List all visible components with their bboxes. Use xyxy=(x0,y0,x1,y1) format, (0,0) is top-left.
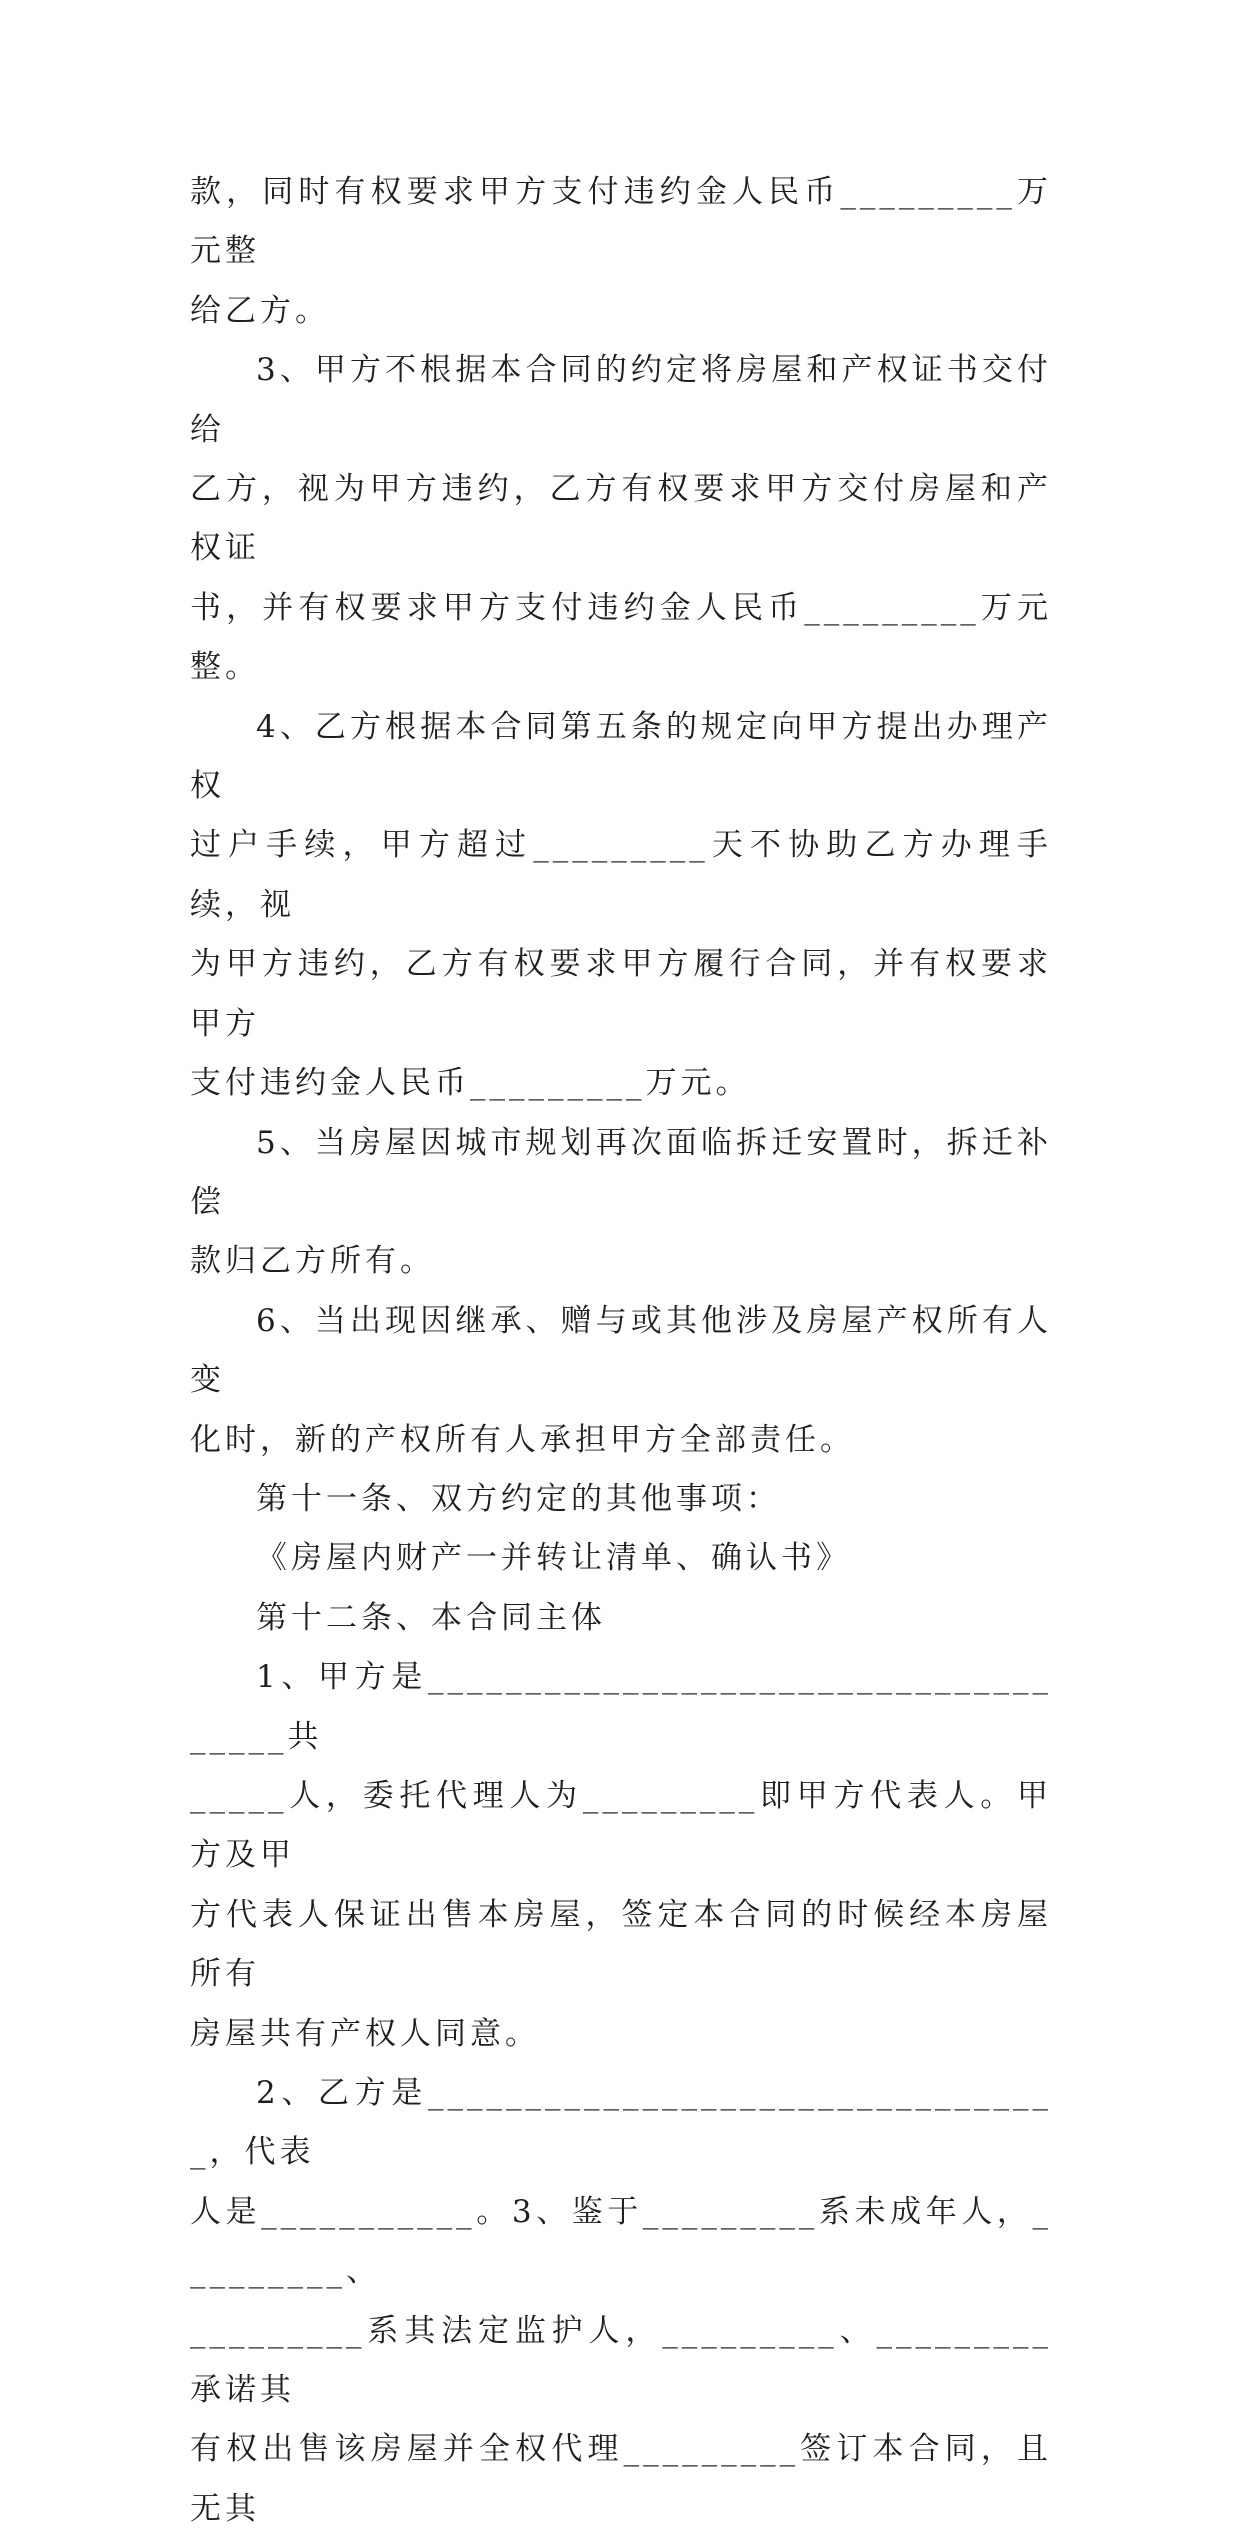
text-line: _____人，委托代理人为_________即甲方代表人。甲方及甲 xyxy=(190,1777,1052,1874)
text-line: 给乙方。 xyxy=(190,292,330,329)
paragraph xyxy=(190,341,1052,697)
text-line: 书，并有权要求甲方支付违约金人民币_________万元整。 xyxy=(190,589,1052,686)
paragraph xyxy=(190,698,1052,1114)
text-line: 有权出售该房屋并全权代理_________签订本合同，且无其 xyxy=(190,2431,1052,2527)
paragraph xyxy=(190,2064,1052,2539)
text-line: 过户手续，甲方超过_________天不协助乙方办理手续，视 xyxy=(190,827,1052,923)
text-line: _________系其法定监护人，_________、_________承诺其 xyxy=(190,2312,1052,2409)
text-line: 3、甲方不根据本合同的约定将房屋和产权证书交付给 xyxy=(190,352,1052,448)
text-line: 款归乙方所有。 xyxy=(190,1243,435,1280)
text-line: 2、乙方是_________________________________，代表 xyxy=(190,2075,1052,2171)
text-line: 5、当房屋因城市规划再次面临拆迁安置时，拆迁补偿 xyxy=(190,1124,1052,1220)
text-line: 《房屋内财产一并转让清单、确认书》 xyxy=(256,1540,851,1577)
text-line: 乙方，视为甲方违约，乙方有权要求甲方交付房屋和产权证 xyxy=(190,471,1052,567)
text-line: 方代表人保证出售本房屋，签定本合同的时候经本房屋所有 xyxy=(190,1896,1052,1993)
text-line: 化时，新的产权所有人承担甲方全部责任。 xyxy=(190,1421,855,1458)
paragraph xyxy=(190,163,1052,341)
text-line: 人是___________。3、鉴于_________系未成年人，_________、 xyxy=(190,2193,1052,2290)
section-heading xyxy=(190,1589,1052,1648)
text-line: 房屋共有产权人同意。 xyxy=(190,2015,540,2052)
document-body xyxy=(190,163,1052,2539)
paragraph xyxy=(190,1114,1052,1292)
paragraph xyxy=(190,1292,1052,1470)
text-line: 1、甲方是_____________________________________共 xyxy=(190,1659,1052,1755)
paragraph xyxy=(190,1529,1052,1588)
section-heading xyxy=(190,1470,1052,1529)
text-line: 为甲方违约，乙方有权要求甲方履行合同，并有权要求甲方 xyxy=(190,946,1052,1042)
text-line: 款，同时有权要求甲方支付违约金人民币_________万元整 xyxy=(190,174,1052,270)
text-line: 支付违约金人民币_________万元。 xyxy=(190,1065,751,1102)
text-line: 4、乙方根据本合同第五条的规定向甲方提出办理产权 xyxy=(190,708,1052,805)
text-line: 第十一条、双方约定的其他事项： xyxy=(256,1480,781,1517)
text-line: 6、当出现因继承、赠与或其他涉及房屋产权所有人变 xyxy=(190,1302,1052,1399)
paragraph xyxy=(190,1648,1052,2064)
text-line: 第十二条、本合同主体 xyxy=(256,1599,606,1636)
